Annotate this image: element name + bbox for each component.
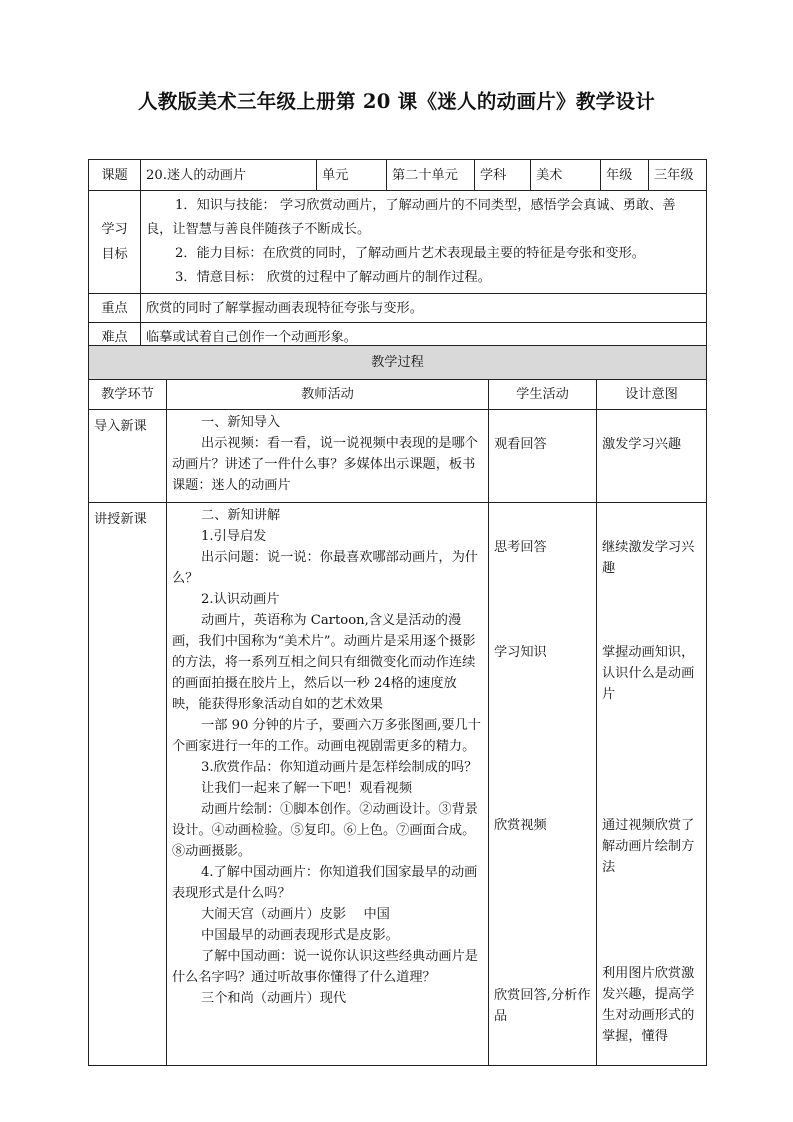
subject-value: 20.迷人的动画片	[141, 160, 317, 191]
intro-student: 观看回答	[489, 410, 597, 503]
intro-stage: 导入新课	[89, 410, 167, 503]
grade-value: 三年级	[649, 160, 707, 191]
key-point-text: 欣赏的同时了解掌握动画表现特征夸张与变形。	[141, 294, 707, 323]
intent-item: 利用图片欣赏激发兴趣，提高学生对动画形式的掌握，懂得	[602, 966, 695, 1044]
discipline-label: 学科	[475, 160, 531, 191]
goals-label	[89, 191, 141, 294]
goals-label-line2: 目标	[101, 247, 128, 262]
header-intent: 设计意图	[597, 380, 707, 410]
header-student: 学生活动	[489, 380, 597, 410]
unit-label: 单元	[317, 160, 387, 191]
intent-item: 通过视频欣赏了解动画片绘制方法	[602, 818, 695, 875]
goal-item: 1．知识与技能： 学习欣赏动画片，了解动画片的不同类型，感悟学会真诚、勇敢、善良，让智慧与善良伴随孩子不断成长。	[146, 198, 676, 237]
key-point-label: 重点	[89, 294, 141, 323]
new-teacher	[167, 503, 489, 1066]
document-title: 人教版美术三年级上册第 20 课《迷人的动画片》教学设计	[137, 90, 656, 113]
header-stage: 教学环节	[89, 380, 167, 410]
new-intent	[597, 503, 707, 1066]
student-activity: 学习知识	[494, 645, 547, 660]
goals-label-line1: 学习	[101, 222, 128, 237]
info-table	[88, 159, 707, 352]
header-teacher: 教师活动	[167, 380, 489, 410]
difficulty-text: 临摹或试着自己创作一个动画形象。	[141, 323, 707, 352]
new-student	[489, 503, 597, 1066]
teacher-line: 三个和尚（动画片）现代	[201, 991, 347, 1006]
info-row	[89, 160, 707, 191]
student-activity: 欣赏回答,分析作品	[494, 988, 591, 1024]
goals-row	[89, 191, 707, 294]
goal-item: 3．情意目标： 欣赏的过程中了解动画片的制作过程。	[175, 270, 491, 285]
process-section-title: 教学过程	[89, 346, 707, 380]
intro-row	[89, 410, 707, 503]
intent-item: 掌握动画知识，认识什么是动画片	[602, 645, 695, 702]
teacher-line: 二、新知讲解	[201, 508, 281, 523]
goal-item: 2．能力目标：在欣赏的同时，了解动画片艺术表现最主要的特征是夸张和变形。	[175, 246, 645, 261]
teacher-line: 1.引导启发	[201, 529, 267, 544]
grade-label: 年级	[601, 160, 649, 191]
goals-content	[141, 191, 707, 294]
process-section-row	[89, 346, 707, 380]
intro-intent: 激发学习兴趣	[597, 410, 707, 503]
key-point-row	[89, 294, 707, 323]
teacher-line: 大闹天宫（动画片）皮影 中国	[201, 907, 390, 922]
subject-label: 课题	[89, 160, 141, 191]
teacher-line: 4.了解中国动画片：你知道我们国家最早的动画表现形式是什么吗？	[172, 865, 478, 901]
teacher-line: 动画片绘制：①脚本创作。②动画设计。③背景设计。④动画检验。⑤复印。⑥上色。⑦画面合成。⑧动画摄影。	[172, 802, 478, 859]
process-table	[88, 345, 707, 1066]
intent-item: 继续激发学习兴趣	[602, 540, 695, 576]
intro-teacher	[167, 410, 489, 503]
student-activity: 欣赏视频	[494, 818, 547, 833]
teacher-line: 2.认识动画片	[201, 592, 280, 607]
discipline-value: 美术	[531, 160, 601, 191]
teacher-line: 出示问题：说一说：你最喜欢哪部动画片，为什么？	[172, 550, 478, 586]
teacher-line: 3.欣赏作品：你知道动画片是怎样绘制成的吗？	[201, 760, 478, 775]
new-stage: 讲授新课	[89, 503, 167, 1066]
process-header-row	[89, 380, 707, 410]
teacher-line: 让我们一起来了解一下吧！观看视频	[201, 781, 413, 796]
teacher-line: 一部 90 分钟的片子，要画六万多张图画,要几十个画家进行一年的工作。动画电视剧需更多的精力。	[172, 718, 481, 754]
teacher-line: 出示视频：看一看，说一说视频中表现的是哪个动画片？讲述了一件什么事？多媒体出示课题，板书课题：迷人的动画片	[172, 436, 478, 493]
teacher-line: 一、新知导入	[201, 415, 281, 430]
new-row	[89, 503, 707, 1066]
unit-value: 第二十单元	[387, 160, 475, 191]
student-activity: 思考回答	[494, 540, 547, 555]
difficulty-label: 难点	[89, 323, 141, 352]
teacher-line: 动画片，英语称为 Cartoon,含义是活动的漫画，我们中国称为“美术片”。动画片是采用逐个摄影的方法，将一系列互相之间只有细微变化而动作连续的画面拍摄在胶片上，然后以一秒 24格的速度放映，能获得形象活动自如的艺术效果	[172, 613, 476, 712]
teacher-line: 中国最早的动画表现形式是皮影。	[201, 928, 399, 943]
teacher-line: 了解中国动画：说一说你认识这些经典动画片是什么名字吗？通过听故事你懂得了什么道理？	[172, 949, 478, 985]
